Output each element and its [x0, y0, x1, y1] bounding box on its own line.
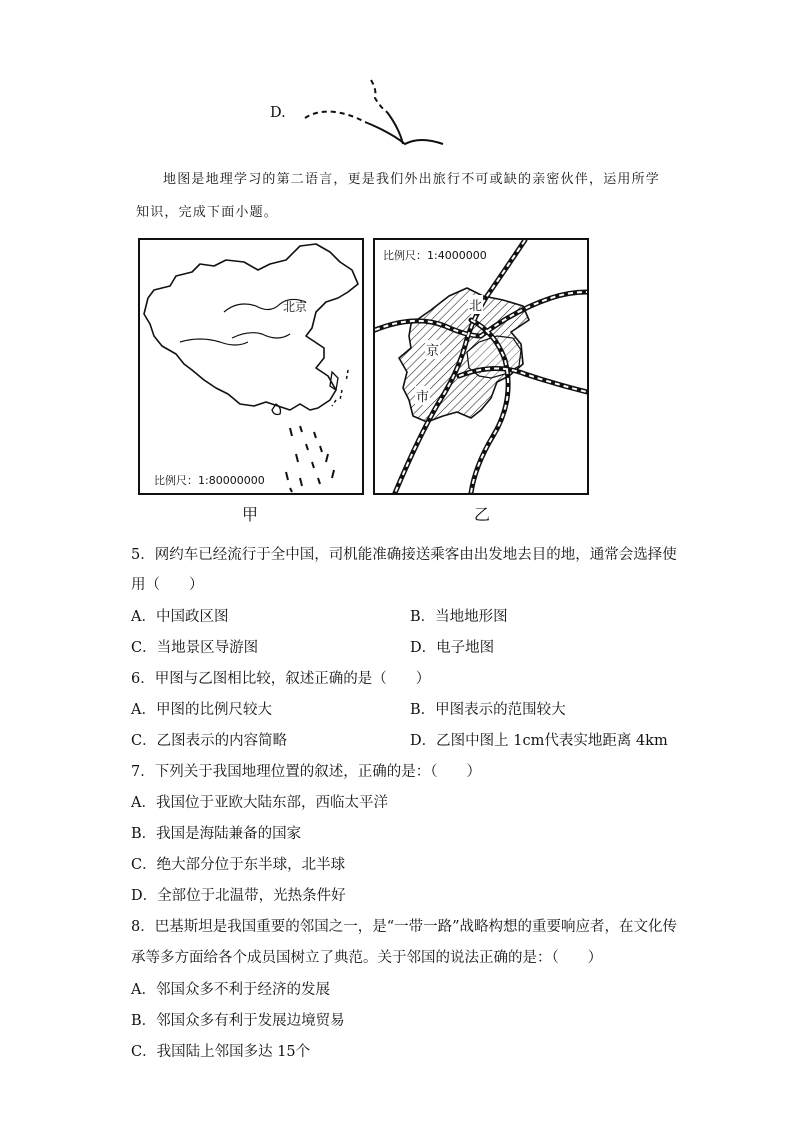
q8-option-c[interactable]: C．我国陆上邻国多达 15个	[131, 1044, 311, 1060]
q8-line-2: 承等多方面给各个成员国树立了典范。关于邻国的说法正确的是：（ ）	[131, 950, 603, 966]
map-yi-scale: 比例尺：1:4000000	[383, 249, 487, 262]
map-yi-char-bei: 北	[468, 295, 483, 314]
china-outline-map	[140, 240, 362, 493]
q7-line-1: 7．下列关于我国地理位置的叙述，正确的是：（ ）	[131, 764, 481, 780]
q5-line-1: 5．网约车已经流行于全中国，司机能准确接送乘客由出发地去目的地，通常会选择使	[131, 547, 677, 563]
q6-option-b[interactable]: B．甲图表示的范围较大	[410, 702, 566, 718]
map-yi-char-jing: 京	[425, 340, 440, 359]
q5-option-a[interactable]: A．中国政区图	[131, 609, 229, 625]
beijing-label: 北京	[283, 300, 308, 314]
map-yi-caption: 乙	[474, 505, 491, 524]
map-yi-char-shi: 市	[415, 386, 430, 405]
map-jia	[138, 238, 364, 495]
q6-option-c[interactable]: C．乙图表示的内容简略	[131, 733, 288, 749]
q7-option-d[interactable]: D．全部位于北温带，光热条件好	[131, 888, 346, 904]
q8-line-1: 8．巴基斯坦是我国重要的邻国之一，是“一带一路”战略构想的重要响应者，在文化传	[131, 919, 678, 935]
q5-line-2: 用（ ）	[131, 577, 204, 593]
q6-option-a[interactable]: A．甲图的比例尺较大	[131, 702, 272, 718]
q8-option-a[interactable]: A．邻国众多不利于经济的发展	[131, 982, 330, 998]
q5-option-c[interactable]: C．当地景区导游图	[131, 640, 259, 656]
q8-option-b[interactable]: B．邻国众多有利于发展边境贸易	[131, 1013, 345, 1029]
q7-option-c[interactable]: C．绝大部分位于东半球，北半球	[131, 857, 346, 873]
q5-option-b[interactable]: B．当地地形图	[410, 609, 508, 625]
map-jia-scale: 比例尺：1:80000000	[154, 474, 265, 487]
option-d-line-drawing	[295, 74, 455, 154]
q7-option-a[interactable]: A．我国位于亚欧大陆东部，西临太平洋	[131, 795, 388, 811]
intro-line-2: 知识，完成下面小题。	[136, 205, 279, 220]
intro-line-1: 地图是地理学习的第二语言，更是我们外出旅行不可或缺的亲密伙伴，运用所学	[163, 172, 661, 187]
option-d-label: D.	[270, 105, 286, 121]
beijing-city-map	[375, 240, 587, 493]
q7-option-b[interactable]: B．我国是海陆兼备的国家	[131, 826, 302, 842]
q6-option-d[interactable]: D．乙图中图上 1cm代表实地距离 4km	[410, 733, 668, 749]
map-yi	[373, 238, 589, 495]
q6-line-1: 6．甲图与乙图相比较，叙述正确的是（ ）	[131, 671, 431, 687]
q5-option-d[interactable]: D．电子地图	[410, 640, 495, 656]
map-jia-caption: 甲	[242, 505, 259, 524]
